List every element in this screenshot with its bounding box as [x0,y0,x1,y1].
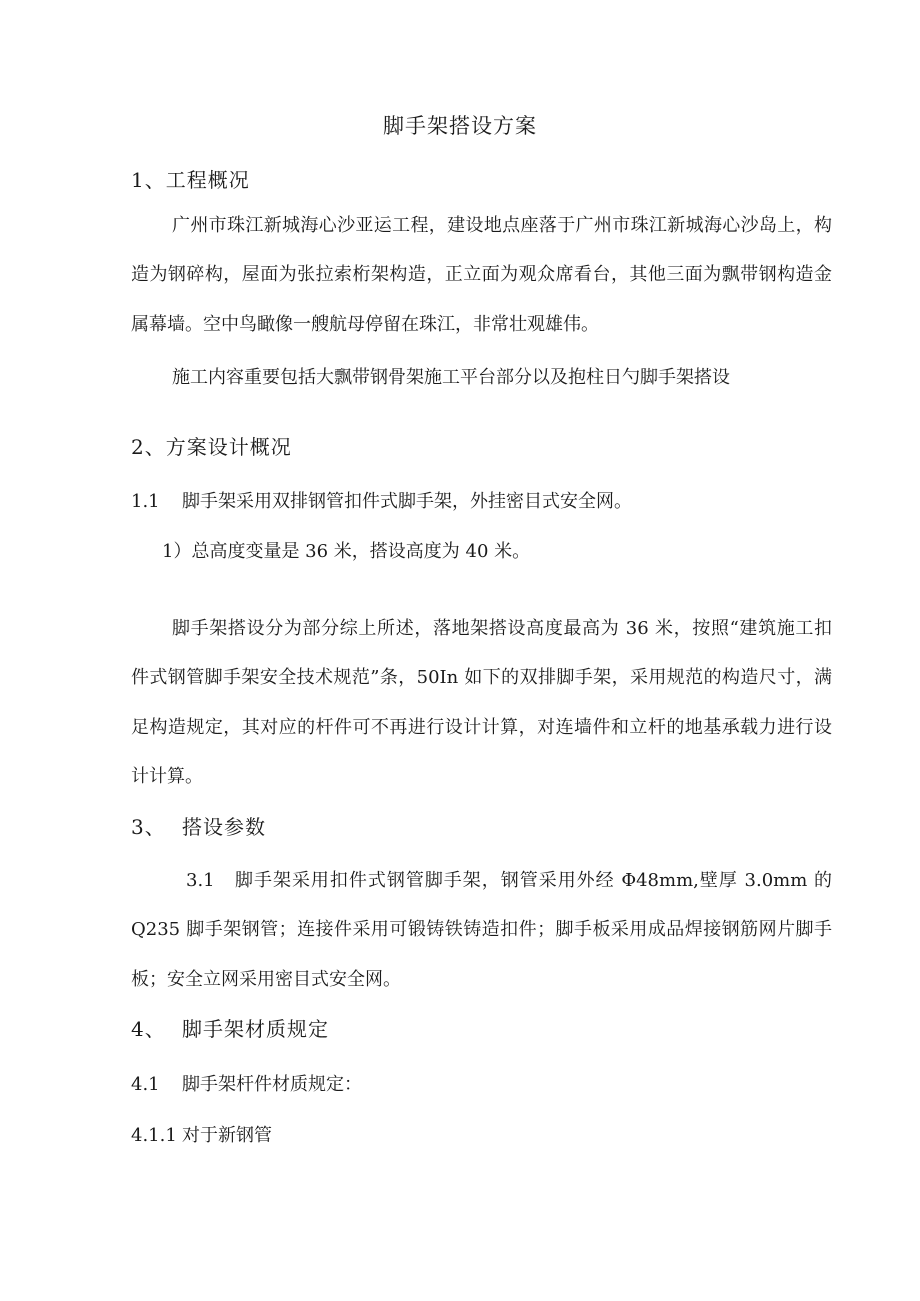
item-3-1-line-2: Q235 脚手架钢管；连接件采用可锻铸铁铸造扣件；脚手板采用成品焊接钢筋网片脚手 [131,919,832,940]
item-1-1-text: 脚手架采用双排钢管扣件式脚手架，外挂密目式安全网。 [182,491,632,512]
section-3-heading: 搭设参数 [182,815,266,839]
item-4-1-text: 脚手架杆件材质规定： [182,1074,362,1095]
item-3-1-number: 3.1 [186,870,215,891]
section-1-para-2: 施工内容重要包括大飘带钢骨架施工平台部分以及抱柱日勺脚手架搭设 [172,367,730,388]
document-title: 脚手架搭设方案 [383,114,537,138]
item-3-1-line-3: 板；安全立网采用密目式安全网。 [131,969,401,990]
section-1-para-line-1: 广州市珠江新城海心沙亚运工程，建设地点座落于广州市珠江新城海心沙岛上，构 [172,215,832,236]
section-2-para-line-2: 件式钢管脚手架安全技术规范”条，50In 如下的双排脚手架，采用规范的构造尺寸，满 [131,667,832,688]
section-4-number: 4、 [131,1017,166,1041]
section-1-para-line-2: 造为钢碎构，屋面为张拉索桁架构造，正立面为观众席看台，其他三面为飘带钢构造金 [131,264,832,285]
section-3-number: 3、 [131,815,166,839]
item-4-1-1-number: 4.1.1 [131,1125,177,1146]
item-4-1-1-text: 对于新钢管 [182,1125,272,1146]
item-1-1-number: 1.1 [131,491,160,512]
section-2-para-line-3: 足构造规定，其对应的杆件可不再进行设计计算，对连墙件和立杆的地基承载力进行设 [131,717,832,738]
item-4-1-number: 4.1 [131,1074,160,1095]
section-4-heading: 脚手架材质规定 [182,1017,329,1041]
item-3-1-line-1: 脚手架采用扣件式钢管脚手架，钢管采用外经 Φ48mm,壁厚 3.0mm 的 [235,870,832,891]
item-height: 1）总高度变量是 36 米，搭设高度为 40 米。 [162,541,531,562]
section-1-para-line-3: 属幕墙。空中鸟瞰像一艘航母停留在珠江，非常壮观雄伟。 [131,314,599,335]
section-1-heading: 1、工程概况 [131,168,250,192]
section-2-heading: 2、方案设计概况 [131,435,292,459]
section-2-para-line-1: 脚手架搭设分为部分综上所述，落地架搭设高度最高为 36 米，按照“建筑施工扣 [172,618,832,639]
section-2-para-line-4: 计计算。 [131,766,203,787]
